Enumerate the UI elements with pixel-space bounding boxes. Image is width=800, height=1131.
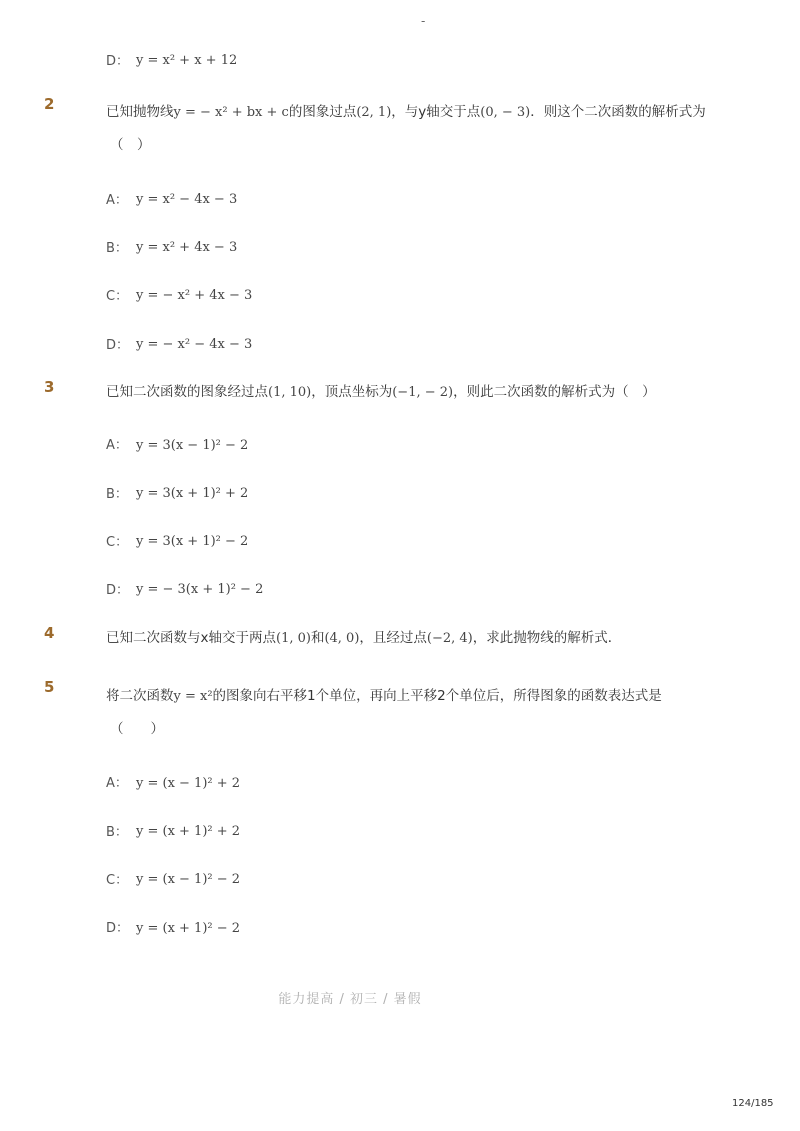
text-span: 和: [310, 630, 325, 646]
text-span: ，顶点坐标为: [311, 384, 393, 400]
option-math: y = x² + x + 12: [136, 53, 238, 68]
option-label: C：: [106, 535, 129, 550]
option-label: A：: [106, 776, 128, 791]
option-label: D：: [106, 54, 130, 69]
question-text: [106, 100, 706, 120]
option-label: D：: [106, 921, 130, 936]
option-label: D：: [106, 338, 130, 353]
text-span: 的图象过点: [288, 104, 357, 120]
option-math: y = − x² − 4x − 3: [136, 337, 253, 352]
text-span: 已知二次函数与x轴交于两点: [106, 630, 276, 646]
top-mark: -: [421, 14, 426, 28]
option-math: y = − x² + 4x − 3: [136, 288, 253, 303]
option-label: A：: [106, 193, 128, 208]
option-math: y = x² + 4x − 3: [136, 240, 238, 255]
text-span: 将二次函数: [106, 688, 174, 704]
text-span: ．则这个二次函数的解析式为: [530, 104, 706, 120]
option-math: y = (x − 1)² − 2: [136, 872, 241, 887]
text-span: ，与y轴交于点: [391, 104, 481, 120]
option-math: y = (x + 1)² + 2: [136, 824, 241, 839]
math-span: (2, 1): [356, 105, 392, 120]
question-number: 2: [44, 95, 55, 113]
option-label: A：: [106, 438, 128, 453]
text-span: ，求此抛物线的解析式．: [472, 630, 622, 646]
option-math: y = x² − 4x − 3: [136, 192, 238, 207]
option-math: y = − 3(x + 1)² − 2: [136, 582, 264, 597]
math-span: (1, 10): [268, 385, 312, 400]
answer-paren: （ ）: [110, 137, 151, 153]
option-label: B：: [106, 825, 128, 840]
option-label: C：: [106, 289, 129, 304]
math-span: (4, 0): [324, 631, 360, 646]
option-math: y = 3(x − 1)² − 2: [136, 438, 249, 453]
question-text: [106, 626, 621, 646]
math-span: (1, 0): [276, 631, 311, 646]
question-text: [106, 684, 662, 704]
question-number: 3: [44, 378, 55, 396]
option-math: y = 3(x + 1)² − 2: [136, 534, 249, 549]
math-span: (−2, 4): [426, 631, 473, 646]
option-math: y = (x + 1)² − 2: [136, 921, 241, 936]
option-label: D：: [106, 583, 130, 598]
math-span: y = − x² + bx + c: [173, 105, 289, 120]
question-number: 5: [44, 678, 55, 696]
text-span: 已知抛物线: [106, 104, 174, 120]
text-span: 的图象向右平移1个单位，再向上平移2个单位后，所得图象的函数表达式是: [212, 688, 662, 704]
text-span: 已知二次函数的图象经过点: [106, 384, 268, 400]
option-label: B：: [106, 487, 128, 502]
option-label: B：: [106, 241, 128, 256]
math-span: y = x²: [173, 689, 213, 704]
option-math: y = (x − 1)² + 2: [136, 776, 241, 791]
option-label: C：: [106, 873, 129, 888]
text-span: ，则此二次函数的解析式为（ ）: [453, 384, 656, 400]
math-span: (−1, − 2): [392, 385, 454, 400]
question-text: [106, 380, 656, 400]
page-footer: 能力提高 / 初三 / 暑假: [278, 992, 422, 1007]
math-span: (0, − 3): [480, 105, 531, 120]
answer-paren: （ ）: [110, 721, 164, 737]
option-math: y = 3(x + 1)² + 2: [136, 486, 249, 501]
page-number: 124/185: [732, 1098, 774, 1109]
text-span: ，且经过点: [359, 630, 427, 646]
question-number: 4: [44, 624, 55, 642]
